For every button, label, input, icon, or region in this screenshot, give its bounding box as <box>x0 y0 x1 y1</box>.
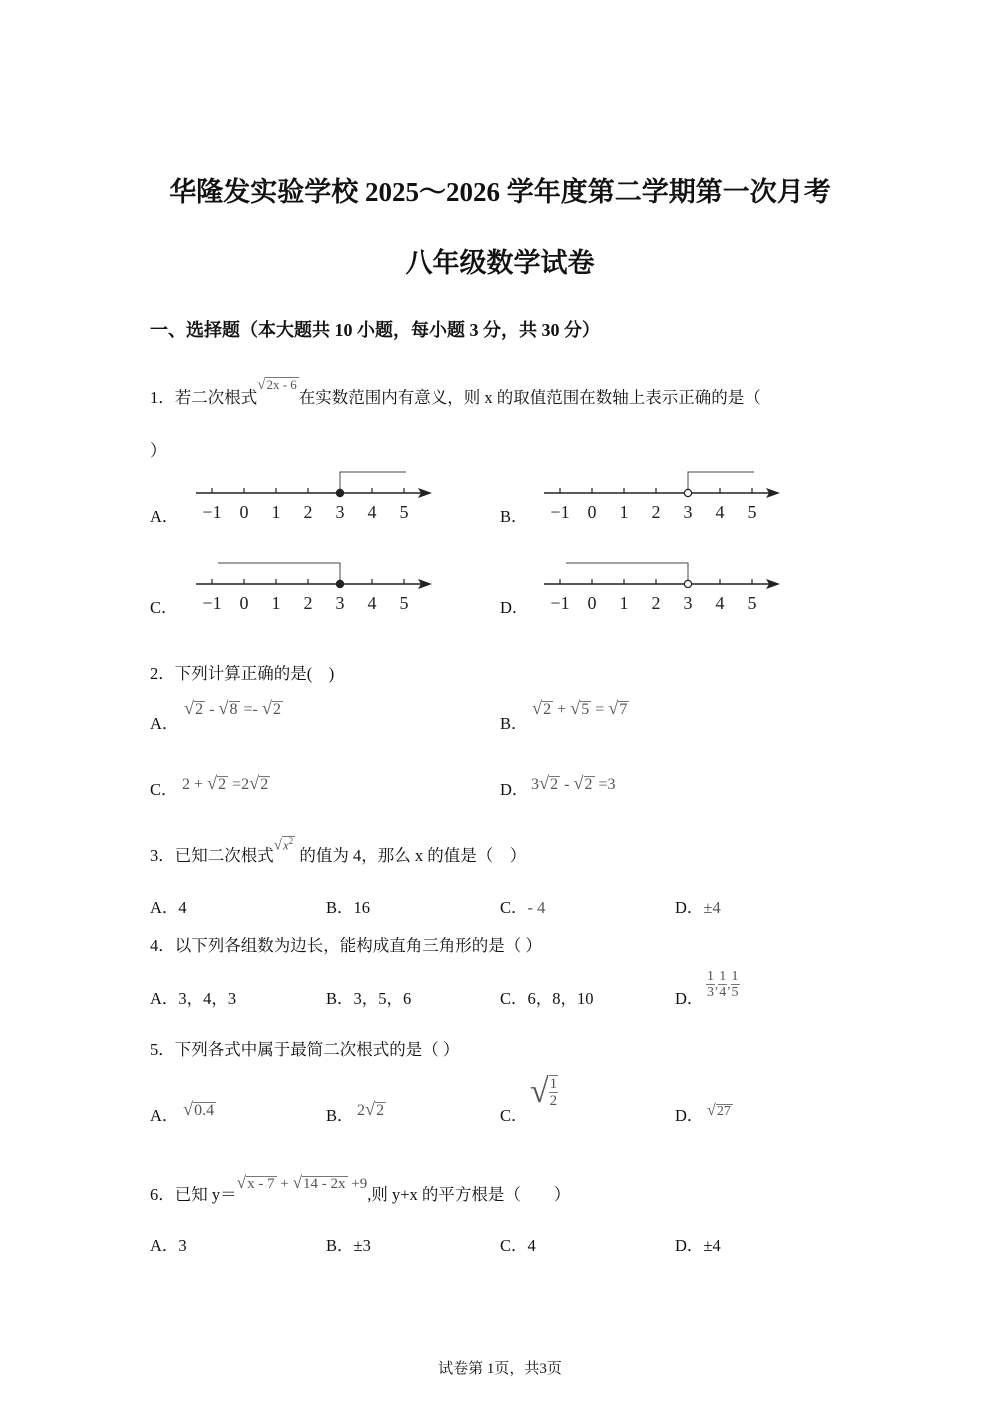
number-line-c <box>190 553 440 623</box>
number-line-d <box>538 553 788 623</box>
question-6 <box>150 1173 571 1205</box>
q2-option-a-label: A． <box>150 714 179 733</box>
q5-option-c-label: C． <box>500 1106 528 1125</box>
tick-label: 5 <box>399 593 409 613</box>
q4-option-c: C．6，8，10 <box>500 989 594 1008</box>
tick-label: 1 <box>619 502 629 522</box>
q3-radical: $√x^2$ <box>273 835 294 853</box>
q1-suffix: 在实数范围内有意义，则 x 的取值范围在数轴上表示正确的是（ <box>298 388 761 407</box>
open-endpoint <box>684 580 691 587</box>
q6-expression: √x - 7 + √14 - 2x +9 <box>236 1173 368 1192</box>
q1-option-c-label: C． <box>150 598 178 617</box>
q1-option-a-label: A． <box>150 507 179 526</box>
q3-option-a: A．4 <box>150 898 187 917</box>
q4-option-a: A．3，4，3 <box>150 989 237 1008</box>
tick-label: 3 <box>335 593 345 613</box>
q6-option-a: A．3 <box>150 1236 187 1255</box>
tick-label: 2 <box>651 502 661 522</box>
q4-option-d-label: D． <box>675 989 704 1008</box>
tick-label: 4 <box>715 502 725 522</box>
q6-option-d: D．±4 <box>675 1236 721 1255</box>
q3-option-b: B．16 <box>326 898 371 917</box>
tick-label: 2 <box>303 502 313 522</box>
solution-ray <box>218 563 340 584</box>
section-heading: 一、选择题（本大题共 10 小题，每小题 3 分，共 30 分） <box>150 320 600 340</box>
tick-label: 2 <box>303 593 313 613</box>
tick-label: 5 <box>747 593 757 613</box>
question-2: 2．下列计算正确的是( ) <box>150 664 335 683</box>
tick-label: 4 <box>367 593 377 613</box>
q1-option-d-label: D． <box>500 598 529 617</box>
q1-close: ） <box>150 441 167 460</box>
q2-option-b-label: B． <box>500 714 528 733</box>
open-endpoint <box>684 489 691 496</box>
tick-label: 0 <box>587 593 597 613</box>
tick-label: −1 <box>550 502 570 522</box>
q2-option-a-expr: √2 - √8 =- √2 <box>184 698 281 718</box>
q4-option-d-fractions: $\frac{1}{3}$ , $\frac{1}{4}$ , $\frac{1}{5}$ <box>707 969 739 1001</box>
tick-label: 0 <box>239 593 249 613</box>
tick-label: 4 <box>367 502 377 522</box>
q5-option-c-expr: √ $\frac{1}{2}$ <box>530 1073 558 1110</box>
q1-prefix: 1．若二次根式 <box>150 388 258 407</box>
question-4: 4．以下列各组数为边长，能构成直角三角形的是（ ） <box>150 936 542 955</box>
tick-label: 0 <box>239 502 249 522</box>
exam-subtitle: 八年级数学试卷 <box>405 248 595 278</box>
tick-label: 0 <box>587 502 597 522</box>
tick-label: −1 <box>550 593 570 613</box>
q2-option-d-label: D． <box>500 780 529 799</box>
solution-ray <box>688 472 754 493</box>
q1-radical: √2x - 6 <box>257 377 297 393</box>
question-1 <box>150 377 761 408</box>
closed-endpoint <box>336 489 343 496</box>
q6-option-b: B．±3 <box>326 1236 371 1255</box>
q3-option-d: D．±4 <box>675 898 721 917</box>
tick-label: 2 <box>651 593 661 613</box>
tick-label: 1 <box>271 593 281 613</box>
tick-label: 1 <box>271 502 281 522</box>
q3-prefix: 3．已知二次根式 <box>150 846 274 865</box>
solution-ray <box>566 563 688 584</box>
q6-prefix: 6．已知 y＝ <box>150 1185 237 1204</box>
tick-label: 5 <box>399 502 409 522</box>
tick-label: −1 <box>202 502 222 522</box>
tick-label: 3 <box>335 502 345 522</box>
q5-option-a-expr: √0.4 <box>183 1099 215 1119</box>
tick-label: 3 <box>683 502 693 522</box>
page-footer: 试卷第 1页，共3页 <box>438 1361 562 1377</box>
q2-option-b-expr: √2 + √5 = √7 <box>532 698 628 718</box>
solution-ray <box>340 472 406 493</box>
q5-option-d-expr: √27 <box>707 1102 731 1119</box>
q5-option-d-label: D． <box>675 1106 704 1125</box>
question-5: 5．下列各式中属于最简二次根式的是（ ） <box>150 1040 460 1059</box>
exam-title: 华隆发实验学校 2025～2026 学年度第二学期第一次月考 <box>169 177 831 207</box>
number-line-b <box>538 462 788 532</box>
q5-option-b-expr: 2√2 <box>357 1099 385 1119</box>
tick-label: 5 <box>747 502 757 522</box>
tick-label: 4 <box>715 593 725 613</box>
q3-suffix: 的值为 4，那么 x 的值是（ ） <box>299 846 527 865</box>
q6-suffix: ,则 y+x 的平方根是（ ） <box>367 1185 571 1204</box>
q6-option-c: C．4 <box>500 1236 536 1255</box>
question-3 <box>150 835 527 866</box>
tick-label: 1 <box>619 593 629 613</box>
q5-option-a-label: A． <box>150 1106 179 1125</box>
q1-option-b-label: B． <box>500 507 528 526</box>
q3-option-c: C．- 4 <box>500 898 546 917</box>
tick-label: −1 <box>202 593 222 613</box>
q2-option-c-expr: 2 + √2 =2√2 <box>182 773 269 793</box>
number-line-a <box>190 462 440 532</box>
q4-option-b: B．3，5，6 <box>326 989 412 1008</box>
q2-option-d-expr: 3√2 - √2 =3 <box>531 773 616 793</box>
closed-endpoint <box>336 580 343 587</box>
tick-label: 3 <box>683 593 693 613</box>
q5-option-b-label: B． <box>326 1106 354 1125</box>
q1-radicand: 2x - 6 <box>266 377 297 392</box>
q2-option-c-label: C． <box>150 780 178 799</box>
